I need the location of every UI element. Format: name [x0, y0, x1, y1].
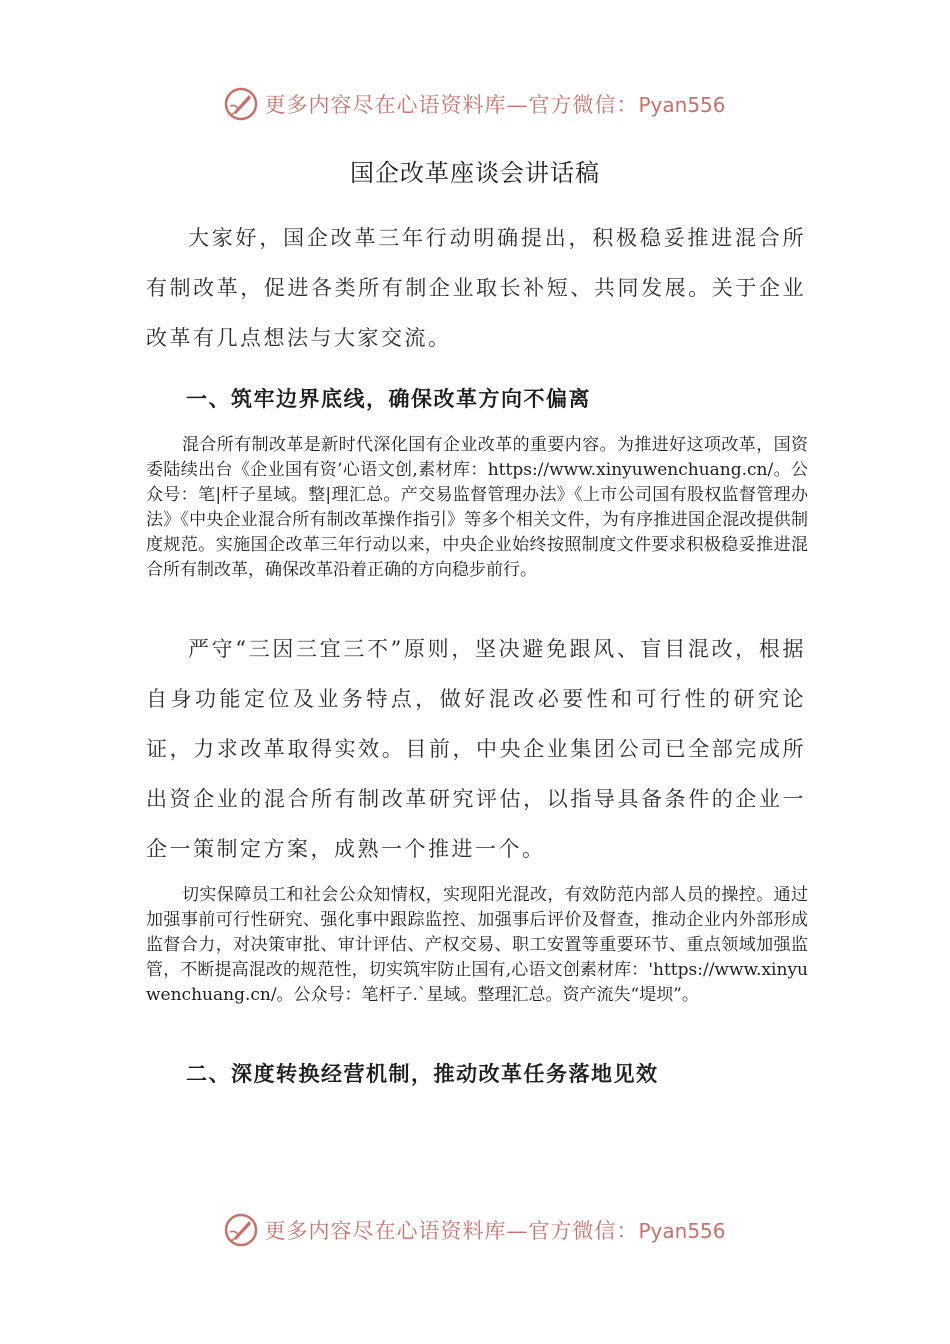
- paragraph-intro: 大家好，国企改革三年行动明确提出，积极稳妥推进混合所有制改革，促进各类所有制企业取长补短、共同发展。关于企业改革有几点想法与大家交流。: [146, 226, 806, 350]
- document-title: 国企改革座谈会讲话稿: [350, 159, 600, 187]
- banner-text: 更多内容尽在心语资料库—官方微信：Pyan556: [264, 1219, 726, 1243]
- paragraph-mixed-ownership: 混合所有制改革是新时代深化国有企业改革的重要内容。为推进好这项改革，国资委陆续出台《企业国有资’心语文创,素材库：https://www.xinyuwenchuang.cn/。公众号：笔|杆子星域。整|理汇总。产交易监督管理办法》《上市公司国有股权监督管理办法》《中央企业混合所有制改革操作指引》等多个相关文件，为有序推进国企混改提供制度规范。实施国企改革三年行动以来，中央企业始终按照制度文件要求积极稳妥推进混合所有制改革，确保改革沿着正确的方向稳步前行。: [146, 435, 808, 580]
- wechat-id: Pyan556: [638, 93, 726, 117]
- footer-banner: [0, 1210, 950, 1250]
- quill-logo-icon: [224, 87, 258, 121]
- header-banner: [0, 84, 950, 124]
- section-heading-1: 一、筑牢边界底线，确保改革方向不偏离: [186, 386, 591, 411]
- quill-logo-icon: [224, 1213, 258, 1247]
- paragraph-supervision: 切实保障员工和社会公众知情权，实现阳光混改，有效防范内部人员的操控。通过加强事前可行性研究、强化事中跟踪监控、加强事后评价及督查，推动企业内外部形成监督合力，对决策审批、审计评估、产权交易、职工安置等重要环节、重点领域加强监管，不断提高混改的规范性，切实筑牢防止国有,心语文创素材库：'https://www.xinyuwenchuang.cn/。公众号：笔杆子.`星域。整理汇总。资产流失“堤坝”。: [146, 885, 808, 1005]
- banner-text: 更多内容尽在心语资料库—官方微信：Pyan556: [264, 93, 726, 117]
- section-heading-2: 二、深度转换经营机制，推动改革任务落地见效: [186, 1061, 659, 1086]
- wechat-id: Pyan556: [638, 1219, 726, 1243]
- paragraph-principles: 严守“三因三宜三不”原则，坚决避免跟风、盲目混改，根据自身功能定位及业务特点，做好混改必要性和可行性的研究论证，力求改革取得实效。目前，中央企业集团公司已全部完成所出资企业的混合所有制改革研究评估，以指导具备条件的企业一企一策制定方案，成熟一个推进一个。: [146, 637, 806, 861]
